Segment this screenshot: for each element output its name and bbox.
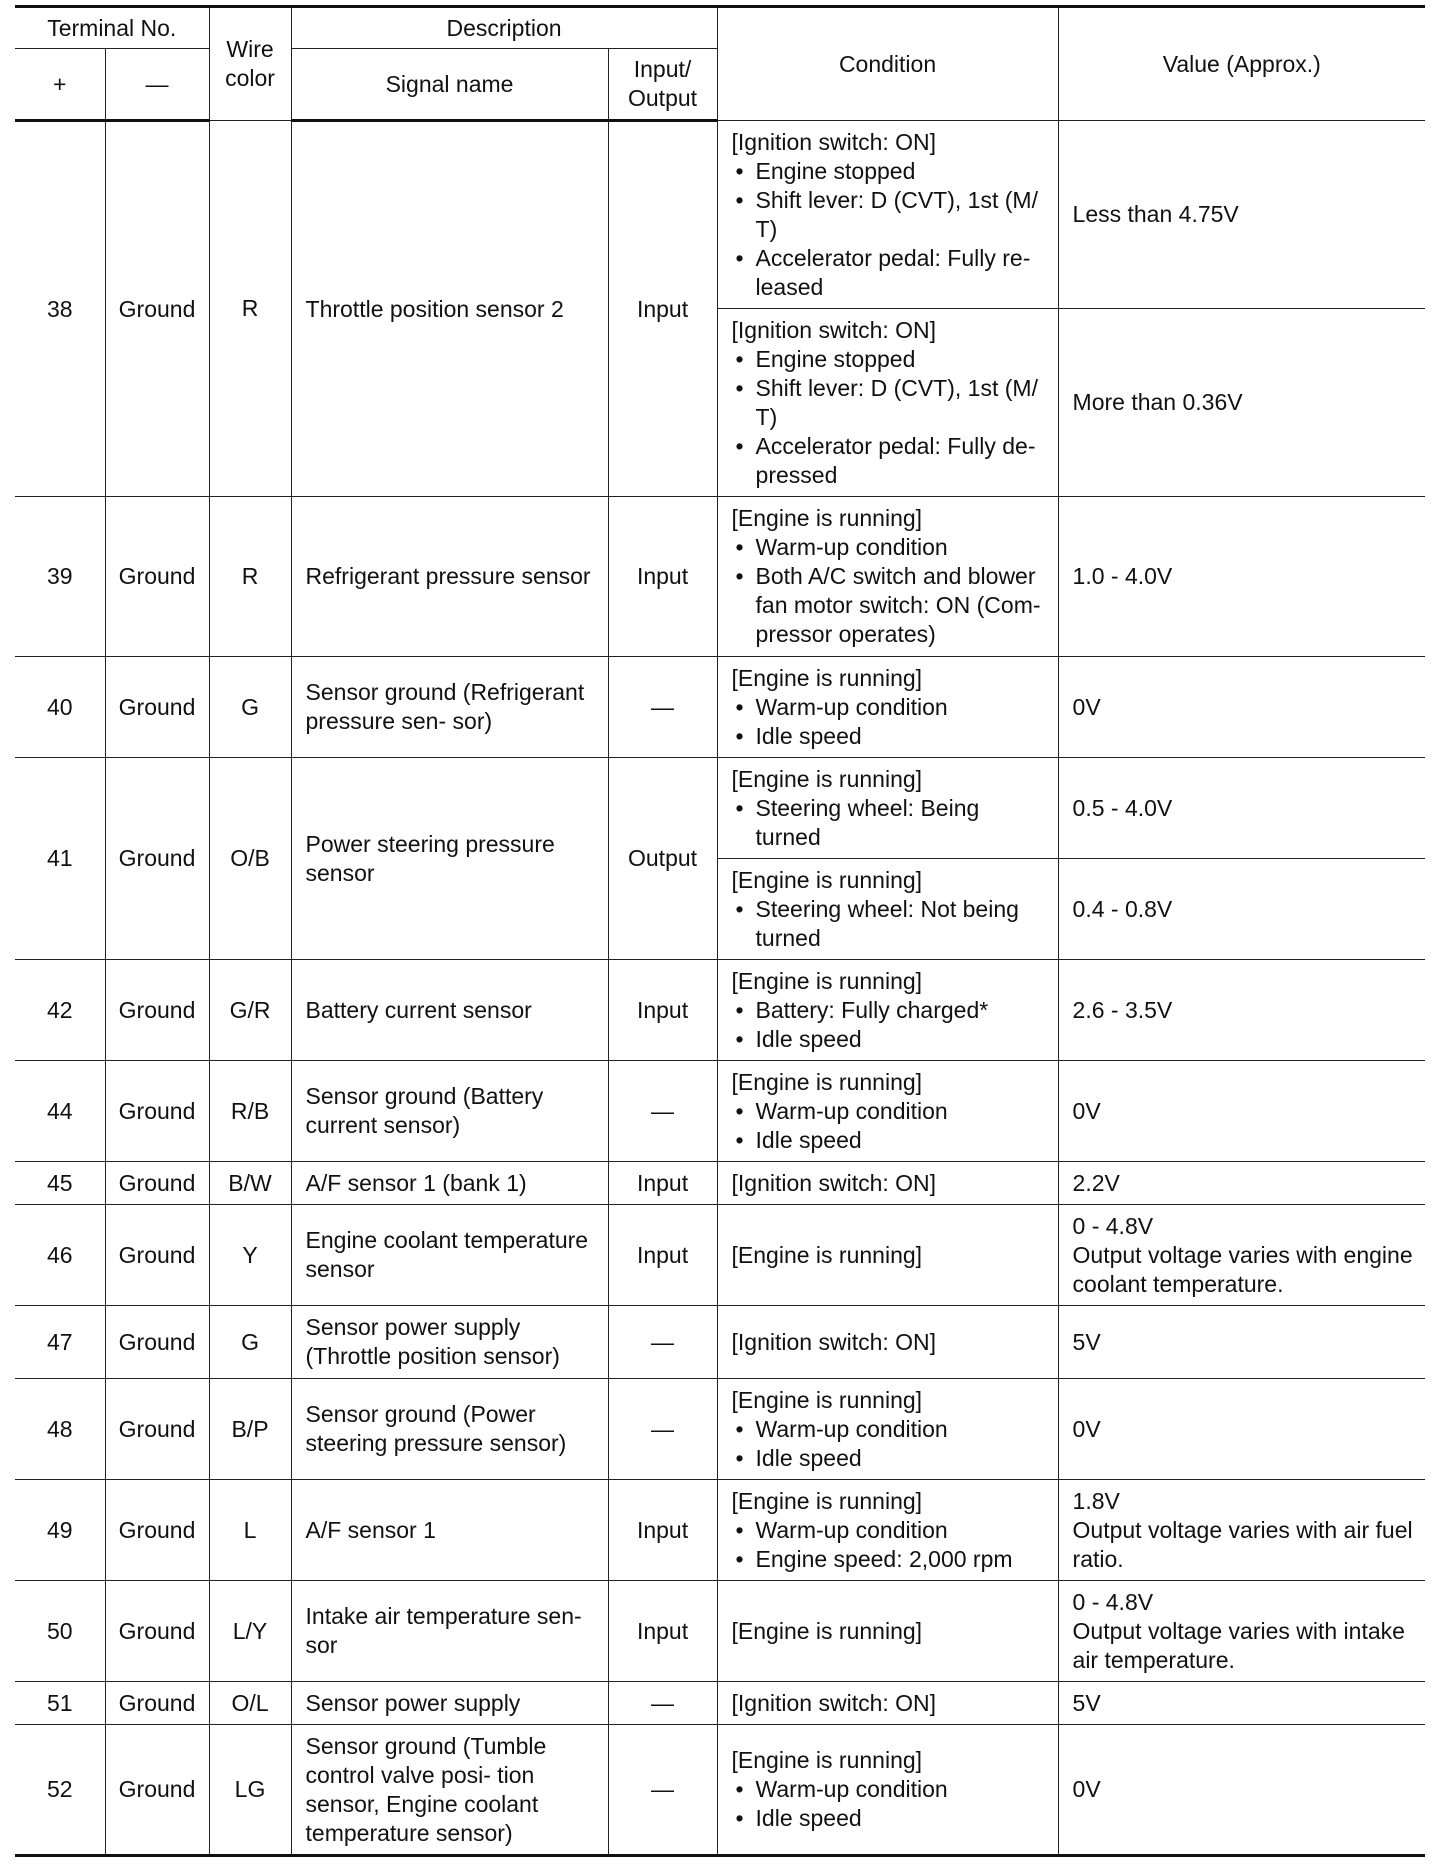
condition-cell (717, 497, 1058, 657)
wire-color-cell: G (209, 1306, 291, 1379)
terminal-minus-cell: Ground (105, 1162, 209, 1205)
wire-color-cell: O/L (209, 1682, 291, 1725)
condition-cell (717, 1682, 1058, 1725)
condition-bullet-list (732, 895, 1048, 953)
condition-bullet: • Engine stopped (732, 345, 1048, 374)
value-line: Output voltage varies with intake air temperature. (1072, 1617, 1405, 1673)
condition-heading: [Engine is running] (731, 505, 923, 531)
condition-bullet: • Steering wheel: Not being turned (732, 895, 1048, 953)
condition-bullet: • Idle speed (732, 1126, 1048, 1155)
value-line: 0V (1072, 693, 1101, 720)
terminal-minus-cell: Ground (105, 1581, 209, 1682)
condition-bullet: • Accelerator pedal: Fully re- leased (732, 244, 1048, 302)
table-row (15, 657, 1425, 758)
terminal-plus-cell: 41 (15, 758, 105, 960)
terminal-minus-cell: Ground (105, 1725, 209, 1856)
condition-cell (717, 1162, 1058, 1205)
wire-color-cell: R (209, 121, 291, 497)
header-minus: — (105, 49, 209, 121)
input-output-cell: — (608, 1306, 717, 1379)
condition-bullet: • Idle speed (732, 1444, 1048, 1473)
condition-heading: [Engine is running] (731, 1617, 923, 1644)
header-condition: Condition (717, 7, 1058, 121)
condition-cell (717, 1061, 1058, 1162)
input-output-cell: Input (608, 1480, 717, 1581)
value-cell (1058, 1379, 1425, 1480)
condition-bullet: • Warm-up condition (732, 693, 1048, 722)
value-line: Output voltage varies with engine coolant temperature. (1072, 1241, 1413, 1297)
terminal-minus-cell: Ground (105, 960, 209, 1061)
condition-bullet-list (732, 345, 1048, 490)
signal-name-cell: A/F sensor 1 (bank 1) (291, 1162, 608, 1205)
condition-heading: [Engine is running] (731, 866, 923, 893)
signal-name-cell: Sensor ground (Power steering pressure sensor) (291, 1379, 608, 1480)
table-row (15, 1480, 1425, 1581)
wire-color-cell: G (209, 657, 291, 758)
wire-color-cell: L/Y (209, 1581, 291, 1682)
value-line: More than 0.36V (1072, 389, 1243, 415)
signal-name-cell: Sensor power supply (Throttle position sensor) (291, 1306, 608, 1379)
condition-bullet-list (732, 1516, 1048, 1574)
table-row (15, 1205, 1425, 1306)
signal-name-cell: Sensor ground (Battery current sensor) (291, 1061, 608, 1162)
input-output-cell: Input (608, 1581, 717, 1682)
terminal-minus-cell: Ground (105, 758, 209, 960)
condition-heading: [Engine is running] (731, 1747, 923, 1773)
condition-heading: [Engine is running] (731, 1386, 923, 1413)
value-line: Output voltage varies with air fuel ratio. (1072, 1516, 1413, 1572)
signal-name-cell: Power steering pressure sensor (291, 758, 608, 960)
value-line: 5V (1072, 1689, 1101, 1716)
condition-heading: [Engine is running] (731, 765, 923, 792)
condition-bullet: • Accelerator pedal: Fully de- pressed (732, 432, 1048, 490)
table-row (15, 1162, 1425, 1205)
signal-name-cell: Engine coolant temperature sensor (291, 1205, 608, 1306)
input-output-cell: Input (608, 497, 717, 657)
terminal-table-container (15, 5, 1425, 1857)
condition-bullet-list (732, 693, 1048, 751)
condition-heading: [Ignition switch: ON] (731, 316, 937, 343)
terminal-plus-cell: 38 (15, 121, 105, 497)
terminal-plus-cell: 39 (15, 497, 105, 657)
table-row (15, 1379, 1425, 1480)
wire-color-cell: R/B (209, 1061, 291, 1162)
table-row (15, 1725, 1425, 1856)
condition-cell (717, 1725, 1058, 1856)
value-line: 1.0 - 4.0V (1072, 563, 1173, 589)
value-line: 0V (1072, 1415, 1101, 1442)
signal-name-cell: Sensor ground (Refrigerant pressure sen- sor) (291, 657, 608, 758)
value-line: 2.2V (1072, 1169, 1120, 1196)
condition-bullet: • Warm-up condition (732, 1775, 1048, 1804)
value-cell (1058, 758, 1425, 859)
condition-bullet-list (732, 533, 1048, 649)
terminal-minus-cell: Ground (105, 1682, 209, 1725)
input-output-cell: — (608, 1725, 717, 1856)
value-line: Less than 4.75V (1072, 201, 1239, 227)
value-cell (1058, 657, 1425, 758)
condition-cell (717, 657, 1058, 758)
input-output-cell: Output (608, 758, 717, 960)
value-cell (1058, 1205, 1425, 1306)
condition-bullet-list (732, 1097, 1048, 1155)
signal-name-cell: Sensor power supply (291, 1682, 608, 1725)
condition-bullet: • Battery: Fully charged* (732, 996, 1048, 1025)
signal-name-cell: A/F sensor 1 (291, 1480, 608, 1581)
terminal-minus-cell: Ground (105, 121, 209, 497)
terminal-minus-cell: Ground (105, 1379, 209, 1480)
condition-cell (717, 758, 1058, 859)
condition-bullet: • Warm-up condition (732, 533, 1048, 562)
condition-bullet: • Engine speed: 2,000 rpm (732, 1545, 1048, 1574)
terminal-plus-cell: 51 (15, 1682, 105, 1725)
table-body (15, 121, 1425, 1856)
value-cell (1058, 1306, 1425, 1379)
terminal-plus-cell: 40 (15, 657, 105, 758)
header-description: Description (291, 7, 717, 49)
wire-color-cell: B/P (209, 1379, 291, 1480)
signal-name-cell: Intake air temperature sen- sor (291, 1581, 608, 1682)
value-cell (1058, 1725, 1425, 1856)
terminal-plus-cell: 49 (15, 1480, 105, 1581)
wire-color-cell: LG (209, 1725, 291, 1856)
condition-bullet: • Idle speed (732, 1025, 1048, 1054)
terminal-minus-cell: Ground (105, 1306, 209, 1379)
table-row (15, 1306, 1425, 1379)
condition-cell (717, 859, 1058, 960)
terminal-plus-cell: 46 (15, 1205, 105, 1306)
condition-bullet-list (732, 157, 1048, 302)
terminal-minus-cell: Ground (105, 1480, 209, 1581)
condition-heading: [Ignition switch: ON] (731, 1328, 937, 1355)
header-terminal-no: Terminal No. (15, 7, 209, 49)
signal-name-cell: Refrigerant pressure sensor (291, 497, 608, 657)
table-row (15, 1061, 1425, 1162)
value-cell (1058, 1480, 1425, 1581)
value-cell (1058, 1581, 1425, 1682)
value-cell (1058, 859, 1425, 960)
condition-bullet: • Warm-up condition (732, 1516, 1048, 1545)
wire-color-cell: Y (209, 1205, 291, 1306)
terminal-plus-cell: 42 (15, 960, 105, 1061)
terminal-minus-cell: Ground (105, 1061, 209, 1162)
value-line: 1.8V (1072, 1487, 1120, 1514)
condition-heading: [Engine is running] (731, 967, 923, 994)
condition-bullet: • Steering wheel: Being turned (732, 794, 1048, 852)
table-row (15, 1581, 1425, 1682)
header-signal-name: Signal name (291, 49, 608, 121)
input-output-cell: — (608, 657, 717, 758)
value-cell (1058, 121, 1425, 309)
value-line: 5V (1072, 1328, 1101, 1355)
wire-color-cell: B/W (209, 1162, 291, 1205)
value-line: 0 - 4.8V (1072, 1588, 1154, 1615)
input-output-cell: — (608, 1682, 717, 1725)
value-line: 0.4 - 0.8V (1072, 895, 1173, 922)
condition-heading: [Engine is running] (731, 664, 923, 691)
condition-bullet: • Both A/C switch and blower fan motor switch: ON (Com- pressor operates) (732, 562, 1048, 649)
wire-color-cell: L (209, 1480, 291, 1581)
table-header (15, 7, 1425, 121)
terminal-plus-cell: 50 (15, 1581, 105, 1682)
header-plus: + (15, 49, 105, 121)
condition-bullet: • Idle speed (732, 722, 1048, 751)
terminal-plus-cell: 47 (15, 1306, 105, 1379)
terminal-plus-cell: 45 (15, 1162, 105, 1205)
condition-bullet-list (732, 1775, 1048, 1833)
value-cell (1058, 497, 1425, 657)
terminal-minus-cell: Ground (105, 1205, 209, 1306)
condition-heading: [Ignition switch: ON] (731, 1689, 937, 1716)
condition-cell (717, 1581, 1058, 1682)
table-row (15, 960, 1425, 1061)
header-input-output: Input/ Output (608, 49, 717, 121)
condition-bullet-list (732, 1415, 1048, 1473)
condition-bullet: • Idle speed (732, 1804, 1048, 1833)
header-value: Value (Approx.) (1058, 7, 1425, 121)
terminal-plus-cell: 52 (15, 1725, 105, 1856)
signal-name-cell: Battery current sensor (291, 960, 608, 1061)
wire-color-cell: O/B (209, 758, 291, 960)
condition-heading: [Engine is running] (731, 1068, 923, 1095)
value-line: 0V (1072, 1776, 1101, 1802)
input-output-cell: Input (608, 1162, 717, 1205)
value-cell (1058, 1162, 1425, 1205)
terminal-minus-cell: Ground (105, 657, 209, 758)
input-output-cell: Input (608, 960, 717, 1061)
terminal-plus-cell: 48 (15, 1379, 105, 1480)
condition-heading: [Engine is running] (731, 1241, 923, 1268)
value-cell (1058, 309, 1425, 497)
condition-heading: [Ignition switch: ON] (731, 1169, 937, 1196)
condition-cell (717, 1205, 1058, 1306)
condition-cell (717, 309, 1058, 497)
condition-heading: [Engine is running] (731, 1487, 923, 1514)
value-cell (1058, 1682, 1425, 1725)
wire-color-cell: G/R (209, 960, 291, 1061)
condition-bullet: • Warm-up condition (732, 1097, 1048, 1126)
table-row (15, 1682, 1425, 1725)
wire-color-cell: R (209, 497, 291, 657)
condition-bullet: • Engine stopped (732, 157, 1048, 186)
ecm-terminal-table (15, 5, 1425, 1857)
input-output-cell: Input (608, 121, 717, 497)
table-row (15, 121, 1425, 309)
terminal-plus-cell: 44 (15, 1061, 105, 1162)
value-line: 0V (1072, 1097, 1101, 1124)
input-output-cell: — (608, 1061, 717, 1162)
condition-cell (717, 960, 1058, 1061)
condition-bullet-list (732, 794, 1048, 852)
value-line: 0 - 4.8V (1072, 1212, 1154, 1239)
table-row (15, 497, 1425, 657)
input-output-cell: — (608, 1379, 717, 1480)
input-output-cell: Input (608, 1205, 717, 1306)
condition-cell (717, 1379, 1058, 1480)
condition-bullet-list (732, 996, 1048, 1054)
condition-bullet: • Warm-up condition (732, 1415, 1048, 1444)
table-row (15, 758, 1425, 859)
condition-cell (717, 1306, 1058, 1379)
signal-name-cell: Sensor ground (Tumble control valve posi- tion sensor, Engine coolant temperature sensor) (291, 1725, 608, 1856)
value-line: 0.5 - 4.0V (1072, 794, 1173, 821)
condition-cell (717, 1480, 1058, 1581)
condition-heading: [Ignition switch: ON] (731, 128, 937, 155)
condition-cell (717, 121, 1058, 309)
signal-name-cell: Throttle position sensor 2 (291, 121, 608, 497)
value-cell (1058, 960, 1425, 1061)
value-cell (1058, 1061, 1425, 1162)
terminal-minus-cell: Ground (105, 497, 209, 657)
condition-bullet: • Shift lever: D (CVT), 1st (M/ T) (732, 374, 1048, 432)
condition-bullet: • Shift lever: D (CVT), 1st (M/ T) (732, 186, 1048, 244)
header-wire-color: Wire color (209, 7, 291, 121)
value-line: 2.6 - 3.5V (1072, 996, 1173, 1023)
